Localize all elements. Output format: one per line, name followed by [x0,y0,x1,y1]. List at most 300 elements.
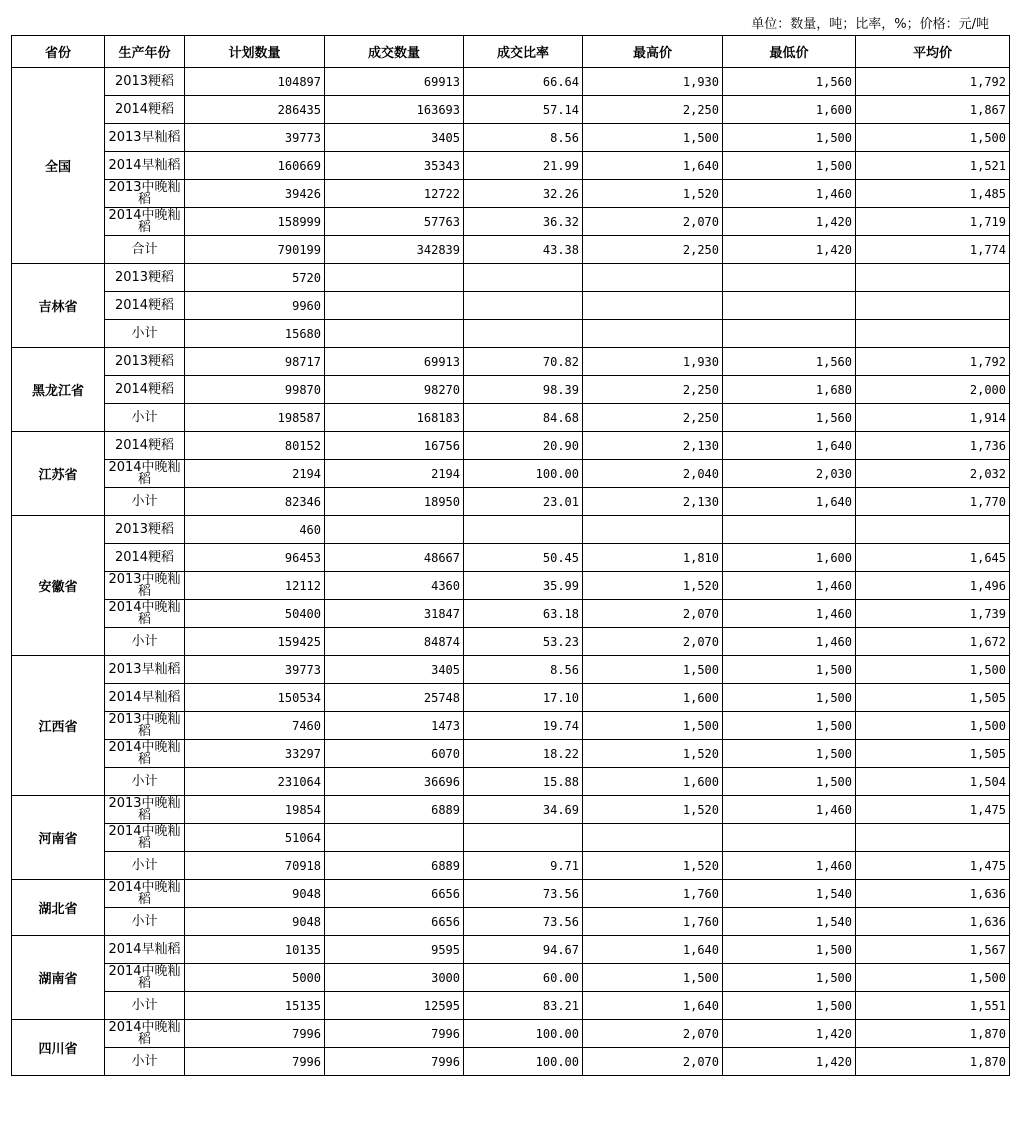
planned-qty-cell: 15135 [185,992,325,1020]
planned-qty-cell: 7460 [185,712,325,740]
max-price-cell: 2,250 [583,236,723,264]
max-price-cell: 1,640 [583,152,723,180]
table-row [12,1048,1010,1076]
max-price-cell: 1,810 [583,544,723,572]
header-row [12,36,1010,68]
trade-rate-cell: 83.21 [464,992,583,1020]
trade-rate-cell: 63.18 [464,600,583,628]
traded-qty-cell: 3405 [325,124,464,152]
max-price-cell: 1,500 [583,964,723,992]
max-price-cell [583,320,723,348]
year-cell: 2014粳稻 [105,376,185,404]
year-cell: 2013中晚籼稻 [105,796,185,824]
max-price-cell: 1,640 [583,936,723,964]
max-price-cell: 1,500 [583,712,723,740]
min-price-cell: 1,500 [723,656,856,684]
table-row [12,264,1010,292]
avg-price-cell: 1,736 [856,432,1010,460]
table-row [12,880,1010,908]
trade-rate-cell: 70.82 [464,348,583,376]
trade-rate-cell: 66.64 [464,68,583,96]
trade-rate-cell: 98.39 [464,376,583,404]
avg-price-cell: 1,504 [856,768,1010,796]
header-min-price: 最低价 [723,36,856,68]
traded-qty-cell: 69913 [325,348,464,376]
table-row [12,656,1010,684]
max-price-cell [583,264,723,292]
min-price-cell: 1,500 [723,152,856,180]
planned-qty-cell: 159425 [185,628,325,656]
max-price-cell: 2,070 [583,208,723,236]
max-price-cell: 2,070 [583,628,723,656]
avg-price-cell [856,824,1010,852]
province-cell: 安徽省 [12,516,105,656]
traded-qty-cell: 3000 [325,964,464,992]
trade-rate-cell: 73.56 [464,880,583,908]
min-price-cell: 1,560 [723,68,856,96]
table-row [12,236,1010,264]
trade-rate-cell: 9.71 [464,852,583,880]
avg-price-cell: 1,867 [856,96,1010,124]
header-max-price: 最高价 [583,36,723,68]
province-cell: 河南省 [12,796,105,880]
rice-auction-table [11,35,1010,1076]
year-cell: 2014中晚籼稻 [105,208,185,236]
header-avg-price: 平均价 [856,36,1010,68]
min-price-cell: 1,540 [723,908,856,936]
traded-qty-cell: 163693 [325,96,464,124]
table-row [12,628,1010,656]
planned-qty-cell: 9960 [185,292,325,320]
traded-qty-cell: 4360 [325,572,464,600]
trade-rate-cell: 32.26 [464,180,583,208]
trade-rate-cell: 50.45 [464,544,583,572]
trade-rate-cell: 19.74 [464,712,583,740]
planned-qty-cell: 231064 [185,768,325,796]
table-row [12,824,1010,852]
trade-rate-cell: 36.32 [464,208,583,236]
traded-qty-cell [325,824,464,852]
year-cell: 2014中晚籼稻 [105,824,185,852]
table-row [12,320,1010,348]
province-cell: 江西省 [12,656,105,796]
year-cell: 2013早籼稻 [105,656,185,684]
planned-qty-cell: 7996 [185,1048,325,1076]
trade-rate-cell: 94.67 [464,936,583,964]
planned-qty-cell: 51064 [185,824,325,852]
traded-qty-cell: 6070 [325,740,464,768]
traded-qty-cell: 48667 [325,544,464,572]
traded-qty-cell: 12722 [325,180,464,208]
table-row [12,712,1010,740]
trade-rate-cell: 73.56 [464,908,583,936]
table-row [12,348,1010,376]
min-price-cell [723,320,856,348]
avg-price-cell: 1,792 [856,348,1010,376]
avg-price-cell: 1,770 [856,488,1010,516]
max-price-cell: 2,130 [583,432,723,460]
traded-qty-cell: 57763 [325,208,464,236]
year-cell: 2014粳稻 [105,96,185,124]
trade-rate-cell [464,516,583,544]
traded-qty-cell [325,264,464,292]
table-row [12,992,1010,1020]
traded-qty-cell: 6656 [325,908,464,936]
avg-price-cell: 1,567 [856,936,1010,964]
table-row [12,488,1010,516]
traded-qty-cell [325,320,464,348]
table-row [12,908,1010,936]
planned-qty-cell: 9048 [185,908,325,936]
min-price-cell: 1,500 [723,936,856,964]
min-price-cell: 1,540 [723,880,856,908]
avg-price-cell: 1,485 [856,180,1010,208]
trade-rate-cell: 60.00 [464,964,583,992]
trade-rate-cell: 84.68 [464,404,583,432]
province-cell: 黑龙江省 [12,348,105,432]
trade-rate-cell: 20.90 [464,432,583,460]
planned-qty-cell: 198587 [185,404,325,432]
trade-rate-cell: 43.38 [464,236,583,264]
min-price-cell: 1,560 [723,404,856,432]
table-row [12,768,1010,796]
trade-rate-cell: 8.56 [464,124,583,152]
planned-qty-cell: 5000 [185,964,325,992]
header-trade-rate: 成交比率 [464,36,583,68]
max-price-cell: 2,250 [583,376,723,404]
table-row [12,516,1010,544]
trade-rate-cell: 15.88 [464,768,583,796]
max-price-cell: 2,070 [583,1048,723,1076]
traded-qty-cell: 16756 [325,432,464,460]
min-price-cell: 1,460 [723,796,856,824]
avg-price-cell: 1,636 [856,880,1010,908]
planned-qty-cell: 104897 [185,68,325,96]
year-cell: 2014粳稻 [105,292,185,320]
avg-price-cell: 2,000 [856,376,1010,404]
max-price-cell: 1,600 [583,768,723,796]
traded-qty-cell: 12595 [325,992,464,1020]
planned-qty-cell: 70918 [185,852,325,880]
planned-qty-cell: 158999 [185,208,325,236]
max-price-cell [583,516,723,544]
min-price-cell: 2,030 [723,460,856,488]
min-price-cell [723,264,856,292]
max-price-cell: 1,930 [583,348,723,376]
min-price-cell [723,516,856,544]
unit-note: 单位：数量，吨；比率，%；价格：元/吨 [751,17,989,32]
year-cell: 2014粳稻 [105,432,185,460]
traded-qty-cell: 7996 [325,1020,464,1048]
avg-price-cell: 1,500 [856,964,1010,992]
traded-qty-cell: 6889 [325,852,464,880]
trade-rate-cell [464,824,583,852]
min-price-cell: 1,500 [723,684,856,712]
min-price-cell [723,292,856,320]
max-price-cell: 1,930 [583,68,723,96]
province-cell: 江苏省 [12,432,105,516]
min-price-cell: 1,460 [723,572,856,600]
avg-price-cell: 2,032 [856,460,1010,488]
province-cell: 吉林省 [12,264,105,348]
year-cell: 2013早籼稻 [105,124,185,152]
max-price-cell: 1,600 [583,684,723,712]
table-row [12,432,1010,460]
min-price-cell: 1,560 [723,348,856,376]
year-cell: 合计 [105,236,185,264]
table-row [12,460,1010,488]
year-cell: 2013粳稻 [105,516,185,544]
max-price-cell: 2,040 [583,460,723,488]
header-province: 省份 [12,36,105,68]
max-price-cell: 2,070 [583,1020,723,1048]
table-row [12,684,1010,712]
min-price-cell: 1,500 [723,740,856,768]
traded-qty-cell: 35343 [325,152,464,180]
table-row [12,936,1010,964]
max-price-cell: 1,520 [583,740,723,768]
header-traded-qty: 成交数量 [325,36,464,68]
min-price-cell: 1,460 [723,600,856,628]
planned-qty-cell: 10135 [185,936,325,964]
traded-qty-cell: 84874 [325,628,464,656]
planned-qty-cell: 286435 [185,96,325,124]
avg-price-cell: 1,636 [856,908,1010,936]
avg-price-cell [856,292,1010,320]
avg-price-cell: 1,645 [856,544,1010,572]
year-cell: 2014粳稻 [105,544,185,572]
avg-price-cell [856,320,1010,348]
table-row [12,68,1010,96]
avg-price-cell: 1,739 [856,600,1010,628]
trade-rate-cell: 100.00 [464,460,583,488]
year-cell: 2014中晚籼稻 [105,740,185,768]
year-cell: 2013中晚籼稻 [105,180,185,208]
max-price-cell: 1,760 [583,908,723,936]
planned-qty-cell: 460 [185,516,325,544]
avg-price-cell: 1,774 [856,236,1010,264]
province-cell: 湖南省 [12,936,105,1020]
planned-qty-cell: 15680 [185,320,325,348]
min-price-cell: 1,680 [723,376,856,404]
planned-qty-cell: 150534 [185,684,325,712]
trade-rate-cell: 21.99 [464,152,583,180]
traded-qty-cell: 3405 [325,656,464,684]
year-cell: 小计 [105,908,185,936]
min-price-cell [723,824,856,852]
table-row [12,600,1010,628]
min-price-cell: 1,500 [723,768,856,796]
year-cell: 小计 [105,628,185,656]
avg-price-cell: 1,551 [856,992,1010,1020]
trade-rate-cell: 100.00 [464,1020,583,1048]
year-cell: 小计 [105,852,185,880]
avg-price-cell [856,264,1010,292]
planned-qty-cell: 96453 [185,544,325,572]
avg-price-cell: 1,500 [856,712,1010,740]
year-cell: 2014早籼稻 [105,936,185,964]
trade-rate-cell: 57.14 [464,96,583,124]
trade-rate-cell [464,320,583,348]
planned-qty-cell: 80152 [185,432,325,460]
trade-rate-cell: 53.23 [464,628,583,656]
max-price-cell: 1,520 [583,852,723,880]
avg-price-cell: 1,521 [856,152,1010,180]
avg-price-cell: 1,505 [856,740,1010,768]
table-row [12,544,1010,572]
table-row [12,152,1010,180]
avg-price-cell: 1,792 [856,68,1010,96]
avg-price-cell: 1,672 [856,628,1010,656]
min-price-cell: 1,640 [723,432,856,460]
year-cell: 2013中晚籼稻 [105,712,185,740]
traded-qty-cell: 2194 [325,460,464,488]
traded-qty-cell: 342839 [325,236,464,264]
header-year: 生产年份 [105,36,185,68]
min-price-cell: 1,600 [723,544,856,572]
traded-qty-cell: 7996 [325,1048,464,1076]
min-price-cell: 1,600 [723,96,856,124]
province-cell: 四川省 [12,1020,105,1076]
min-price-cell: 1,420 [723,208,856,236]
min-price-cell: 1,500 [723,124,856,152]
planned-qty-cell: 7996 [185,1020,325,1048]
planned-qty-cell: 5720 [185,264,325,292]
table-row [12,740,1010,768]
avg-price-cell: 1,870 [856,1048,1010,1076]
trade-rate-cell: 34.69 [464,796,583,824]
min-price-cell: 1,460 [723,852,856,880]
avg-price-cell: 1,500 [856,656,1010,684]
table-row [12,572,1010,600]
traded-qty-cell: 168183 [325,404,464,432]
table-row [12,208,1010,236]
year-cell: 2014中晚籼稻 [105,880,185,908]
planned-qty-cell: 2194 [185,460,325,488]
year-cell: 2014中晚籼稻 [105,964,185,992]
trade-rate-cell: 23.01 [464,488,583,516]
trade-rate-cell [464,264,583,292]
trade-rate-cell: 18.22 [464,740,583,768]
year-cell: 2014中晚籼稻 [105,1020,185,1048]
min-price-cell: 1,500 [723,992,856,1020]
traded-qty-cell: 69913 [325,68,464,96]
table-row [12,292,1010,320]
traded-qty-cell: 6889 [325,796,464,824]
planned-qty-cell: 39773 [185,656,325,684]
max-price-cell: 1,500 [583,124,723,152]
min-price-cell: 1,500 [723,964,856,992]
year-cell: 2013中晚籼稻 [105,572,185,600]
year-cell: 小计 [105,992,185,1020]
trade-rate-cell: 17.10 [464,684,583,712]
year-cell: 小计 [105,404,185,432]
trade-rate-cell: 100.00 [464,1048,583,1076]
min-price-cell: 1,460 [723,628,856,656]
traded-qty-cell: 25748 [325,684,464,712]
year-cell: 2013粳稻 [105,68,185,96]
max-price-cell: 1,760 [583,880,723,908]
year-cell: 2014早籼稻 [105,152,185,180]
avg-price-cell: 1,475 [856,852,1010,880]
planned-qty-cell: 82346 [185,488,325,516]
table-row [12,376,1010,404]
max-price-cell: 1,520 [583,572,723,600]
max-price-cell [583,824,723,852]
province-cell: 湖北省 [12,880,105,936]
traded-qty-cell [325,516,464,544]
traded-qty-cell: 9595 [325,936,464,964]
table-row [12,124,1010,152]
avg-price-cell: 1,496 [856,572,1010,600]
planned-qty-cell: 39773 [185,124,325,152]
max-price-cell [583,292,723,320]
traded-qty-cell: 1473 [325,712,464,740]
table-row [12,96,1010,124]
year-cell: 2013粳稻 [105,264,185,292]
province-cell: 全国 [12,68,105,264]
year-cell: 小计 [105,488,185,516]
planned-qty-cell: 50400 [185,600,325,628]
traded-qty-cell: 98270 [325,376,464,404]
traded-qty-cell: 31847 [325,600,464,628]
planned-qty-cell: 39426 [185,180,325,208]
planned-qty-cell: 9048 [185,880,325,908]
max-price-cell: 2,130 [583,488,723,516]
max-price-cell: 1,520 [583,796,723,824]
max-price-cell: 2,250 [583,404,723,432]
max-price-cell: 2,070 [583,600,723,628]
table-row [12,1020,1010,1048]
year-cell: 小计 [105,1048,185,1076]
traded-qty-cell: 18950 [325,488,464,516]
table-row [12,964,1010,992]
table-body [12,68,1010,1076]
avg-price-cell: 1,914 [856,404,1010,432]
avg-price-cell: 1,505 [856,684,1010,712]
trade-rate-cell: 35.99 [464,572,583,600]
max-price-cell: 1,520 [583,180,723,208]
traded-qty-cell: 6656 [325,880,464,908]
avg-price-cell: 1,475 [856,796,1010,824]
min-price-cell: 1,420 [723,1048,856,1076]
min-price-cell: 1,500 [723,712,856,740]
min-price-cell: 1,640 [723,488,856,516]
max-price-cell: 1,640 [583,992,723,1020]
avg-price-cell: 1,870 [856,1020,1010,1048]
planned-qty-cell: 98717 [185,348,325,376]
min-price-cell: 1,420 [723,1020,856,1048]
avg-price-cell: 1,719 [856,208,1010,236]
table-row [12,796,1010,824]
avg-price-cell [856,516,1010,544]
header-planned-qty: 计划数量 [185,36,325,68]
table-row [12,852,1010,880]
year-cell: 2014中晚籼稻 [105,460,185,488]
planned-qty-cell: 19854 [185,796,325,824]
avg-price-cell: 1,500 [856,124,1010,152]
year-cell: 小计 [105,320,185,348]
planned-qty-cell: 160669 [185,152,325,180]
min-price-cell: 1,460 [723,180,856,208]
traded-qty-cell [325,292,464,320]
year-cell: 2013粳稻 [105,348,185,376]
year-cell: 2014早籼稻 [105,684,185,712]
table-row [12,404,1010,432]
year-cell: 2014中晚籼稻 [105,600,185,628]
planned-qty-cell: 12112 [185,572,325,600]
table-row [12,180,1010,208]
